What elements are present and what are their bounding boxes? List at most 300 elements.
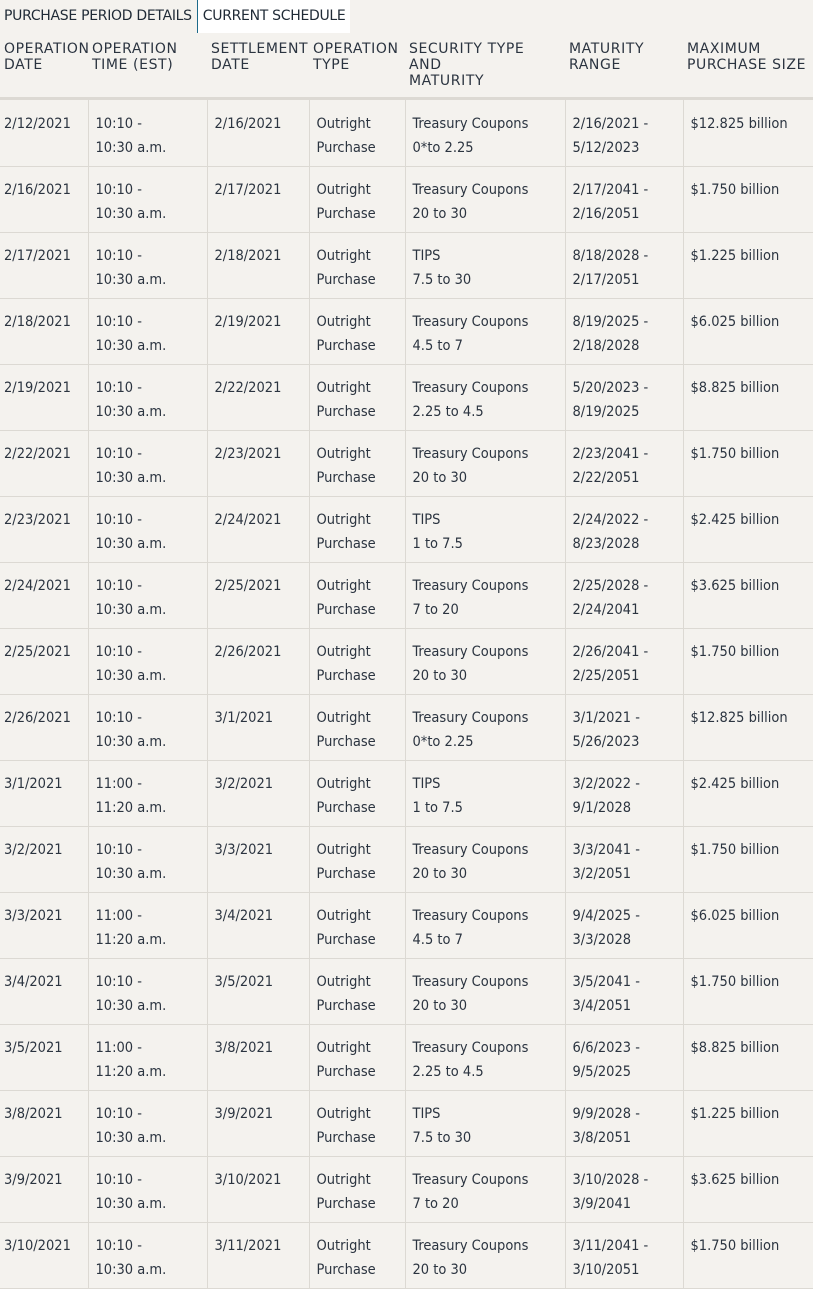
cell-text: 2/22/2051 <box>572 470 640 486</box>
cell-text: 0*to 2.25 <box>412 140 474 156</box>
cell-text: 1 to 7.5 <box>412 800 463 816</box>
table-row <box>0 827 813 893</box>
cell-operation-date <box>0 695 88 761</box>
cell-text: Outright <box>316 116 371 132</box>
cell-operation-date <box>0 1157 88 1223</box>
cell-text: $1.750 billion <box>690 182 780 198</box>
cell-text: 2/24/2022 - <box>572 512 649 528</box>
table-row <box>0 233 813 299</box>
cell-operation-time <box>88 893 207 959</box>
cell-settlement-date <box>207 167 309 233</box>
table-row <box>0 497 813 563</box>
cell-text: 10:10 - <box>95 644 142 660</box>
cell-text: 6/6/2023 - <box>572 1040 640 1056</box>
cell-max-purchase-size <box>683 563 813 629</box>
cell-text: 5/12/2023 <box>572 140 640 156</box>
table-row <box>0 365 813 431</box>
cell-text: 3/8/2021 <box>214 1040 274 1056</box>
cell-operation-time <box>88 761 207 827</box>
cell-maturity-range <box>565 1223 683 1289</box>
cell-text: 2/26/2021 <box>4 710 71 726</box>
cell-text: 10:10 - <box>95 116 142 132</box>
column-header-line: SECURITY TYPE AND <box>409 41 525 73</box>
cell-text: 3/3/2021 <box>4 908 63 924</box>
cell-operation-date <box>0 1025 88 1091</box>
cell-operation-type <box>309 959 405 1025</box>
cell-text: 10:30 a.m. <box>95 998 167 1014</box>
cell-text: 10:30 a.m. <box>95 338 167 354</box>
cell-text: Purchase <box>316 1130 376 1146</box>
table-row <box>0 1091 813 1157</box>
cell-text: Purchase <box>316 140 376 156</box>
cell-settlement-date <box>207 1025 309 1091</box>
cell-maturity-range <box>565 99 683 167</box>
cell-text: 0*to 2.25 <box>412 734 474 750</box>
cell-operation-date <box>0 233 88 299</box>
cell-text: 2/26/2021 <box>214 644 282 660</box>
column-header-maximum-purchase-size <box>683 33 813 99</box>
cell-text: 10:30 a.m. <box>95 1262 167 1278</box>
cell-maturity-range <box>565 563 683 629</box>
cell-text: 3/4/2021 <box>4 974 63 990</box>
cell-settlement-date <box>207 893 309 959</box>
cell-text: 2/18/2021 <box>4 314 71 330</box>
cell-text: 2/16/2021 <box>4 182 71 198</box>
cell-text: Outright <box>316 776 371 792</box>
cell-settlement-date <box>207 827 309 893</box>
cell-text: Outright <box>316 1106 371 1122</box>
cell-text: 10:30 a.m. <box>95 536 167 552</box>
cell-operation-date <box>0 1091 88 1157</box>
cell-text: 3/10/2051 <box>572 1262 640 1278</box>
cell-text: 2/16/2021 - <box>572 116 649 132</box>
cell-max-purchase-size <box>683 233 813 299</box>
cell-text: $1.750 billion <box>690 974 780 990</box>
cell-text: 5/20/2023 - <box>572 380 649 396</box>
cell-text: 9/5/2025 <box>572 1064 632 1080</box>
cell-text: Outright <box>316 182 371 198</box>
cell-operation-time <box>88 1091 207 1157</box>
cell-text: TIPS <box>412 512 441 528</box>
cell-text: 10:10 - <box>95 446 142 462</box>
cell-text: 3/10/2021 <box>4 1238 71 1254</box>
cell-operation-date <box>0 893 88 959</box>
cell-max-purchase-size <box>683 959 813 1025</box>
cell-operation-date <box>0 827 88 893</box>
cell-security-type <box>405 99 565 167</box>
cell-text: Purchase <box>316 1196 376 1212</box>
column-header-line: SETTLEMENT <box>211 41 309 57</box>
cell-operation-date <box>0 563 88 629</box>
cell-text: TIPS <box>412 248 441 264</box>
cell-max-purchase-size <box>683 1091 813 1157</box>
cell-text: $8.825 billion <box>690 1040 780 1056</box>
cell-text: 2/24/2021 <box>4 578 71 594</box>
cell-text: Purchase <box>316 668 376 684</box>
cell-security-type <box>405 629 565 695</box>
cell-text: 2/12/2021 <box>4 116 71 132</box>
cell-max-purchase-size <box>683 695 813 761</box>
cell-text: Treasury Coupons <box>412 842 529 858</box>
cell-text: 1 to 7.5 <box>412 536 463 552</box>
cell-text: 20 to 30 <box>412 998 468 1014</box>
cell-settlement-date <box>207 365 309 431</box>
cell-text: 9/1/2028 <box>572 800 632 816</box>
cell-operation-time <box>88 563 207 629</box>
cell-settlement-date <box>207 233 309 299</box>
cell-text: 2/25/2051 <box>572 668 640 684</box>
table-row <box>0 893 813 959</box>
cell-text: Outright <box>316 908 371 924</box>
cell-operation-time <box>88 695 207 761</box>
cell-operation-time <box>88 1223 207 1289</box>
cell-text: Outright <box>316 974 371 990</box>
cell-text: 20 to 30 <box>412 668 468 684</box>
cell-text: Treasury Coupons <box>412 1172 529 1188</box>
cell-text: Treasury Coupons <box>412 116 529 132</box>
cell-text: 8/18/2028 - <box>572 248 649 264</box>
cell-text: Outright <box>316 1040 371 1056</box>
cell-text: 2/24/2041 <box>572 602 640 618</box>
cell-text: 3/10/2021 <box>214 1172 282 1188</box>
cell-text: 2/17/2041 - <box>572 182 649 198</box>
cell-maturity-range <box>565 431 683 497</box>
cell-max-purchase-size <box>683 827 813 893</box>
tab-bar <box>0 0 350 33</box>
cell-text: Treasury Coupons <box>412 446 529 462</box>
cell-text: Treasury Coupons <box>412 182 529 198</box>
cell-text: 3/8/2021 <box>4 1106 63 1122</box>
cell-operation-date <box>0 299 88 365</box>
cell-text: 3/5/2021 <box>4 1040 63 1056</box>
cell-maturity-range <box>565 629 683 695</box>
cell-text: 10:10 - <box>95 1238 142 1254</box>
table-row <box>0 563 813 629</box>
table-row <box>0 959 813 1025</box>
cell-text: $1.750 billion <box>690 1238 780 1254</box>
cell-operation-type <box>309 1025 405 1091</box>
cell-text: 4.5 to 7 <box>412 338 463 354</box>
cell-text: $12.825 billion <box>690 710 788 726</box>
cell-text: 10:10 - <box>95 842 142 858</box>
cell-operation-date <box>0 761 88 827</box>
tab-current-schedule[interactable]: CURRENT SCHEDULE <box>197 0 351 33</box>
cell-text: 10:10 - <box>95 314 142 330</box>
cell-settlement-date <box>207 431 309 497</box>
cell-text: Purchase <box>316 1262 376 1278</box>
cell-text: 2/17/2021 <box>214 182 282 198</box>
cell-operation-time <box>88 959 207 1025</box>
cell-settlement-date <box>207 1157 309 1223</box>
cell-text: 11:20 a.m. <box>95 800 167 816</box>
cell-security-type <box>405 497 565 563</box>
cell-text: 10:10 - <box>95 248 142 264</box>
cell-text: Outright <box>316 314 371 330</box>
cell-text: 3/2/2022 - <box>572 776 640 792</box>
cell-maturity-range <box>565 893 683 959</box>
cell-maturity-range <box>565 299 683 365</box>
cell-text: 8/23/2028 <box>572 536 640 552</box>
cell-text: 10:30 a.m. <box>95 866 167 882</box>
cell-text: $6.025 billion <box>690 908 780 924</box>
table-row <box>0 629 813 695</box>
cell-security-type <box>405 1223 565 1289</box>
cell-text: TIPS <box>412 776 441 792</box>
cell-text: 11:00 - <box>95 1040 142 1056</box>
column-header-operation-date <box>0 33 88 99</box>
cell-max-purchase-size <box>683 629 813 695</box>
cell-text: Treasury Coupons <box>412 578 529 594</box>
cell-security-type <box>405 1091 565 1157</box>
cell-operation-time <box>88 827 207 893</box>
cell-operation-time <box>88 629 207 695</box>
cell-text: Purchase <box>316 800 376 816</box>
cell-operation-type <box>309 1157 405 1223</box>
column-header-line: MAXIMUM <box>687 41 761 57</box>
cell-text: 3/11/2041 - <box>572 1238 649 1254</box>
cell-settlement-date <box>207 497 309 563</box>
cell-text: 2/22/2021 <box>214 380 282 396</box>
cell-text: 2/25/2021 <box>4 644 71 660</box>
cell-text: Outright <box>316 248 371 264</box>
cell-text: Treasury Coupons <box>412 710 529 726</box>
cell-text: Treasury Coupons <box>412 314 529 330</box>
cell-text: 7.5 to 30 <box>412 272 472 288</box>
cell-operation-type <box>309 827 405 893</box>
cell-max-purchase-size <box>683 99 813 167</box>
cell-text: 2/17/2021 <box>4 248 71 264</box>
cell-text: $2.425 billion <box>690 512 780 528</box>
cell-text: 3/5/2021 <box>214 974 274 990</box>
cell-text: $1.750 billion <box>690 842 780 858</box>
column-header-line: DATE <box>4 57 43 73</box>
cell-text: Purchase <box>316 1064 376 1080</box>
column-header-settlement-date <box>207 33 309 99</box>
cell-settlement-date <box>207 563 309 629</box>
cell-text: Purchase <box>316 338 376 354</box>
column-header-line: RANGE <box>569 57 621 73</box>
cell-text: Outright <box>316 446 371 462</box>
cell-text: 2/19/2021 <box>4 380 71 396</box>
cell-text: Outright <box>316 578 371 594</box>
cell-text: 3/4/2021 <box>214 908 274 924</box>
cell-text: 20 to 30 <box>412 866 468 882</box>
cell-operation-type <box>309 167 405 233</box>
cell-security-type <box>405 827 565 893</box>
table-row <box>0 1223 813 1289</box>
table-row <box>0 431 813 497</box>
column-header-line: TYPE <box>313 57 350 73</box>
cell-text: 7 to 20 <box>412 1196 459 1212</box>
column-header-line: MATURITY <box>409 73 485 89</box>
cell-text: 4.5 to 7 <box>412 932 463 948</box>
cell-maturity-range <box>565 1157 683 1223</box>
cell-text: 2/23/2021 <box>4 512 71 528</box>
cell-text: 9/9/2028 - <box>572 1106 640 1122</box>
cell-text: 2.25 to 4.5 <box>412 404 484 420</box>
cell-operation-time <box>88 1025 207 1091</box>
cell-text: 3/2/2021 <box>4 842 63 858</box>
cell-text: Purchase <box>316 734 376 750</box>
table-header <box>0 33 813 99</box>
cell-text: 8/19/2025 <box>572 404 640 420</box>
cell-text: 10:30 a.m. <box>95 734 167 750</box>
cell-text: Treasury Coupons <box>412 974 529 990</box>
schedule-table-container <box>0 33 813 1289</box>
cell-security-type <box>405 233 565 299</box>
cell-text: 10:30 a.m. <box>95 668 167 684</box>
cell-maturity-range <box>565 761 683 827</box>
cell-text: Purchase <box>316 932 376 948</box>
cell-text: 10:10 - <box>95 974 142 990</box>
cell-operation-date <box>0 629 88 695</box>
cell-maturity-range <box>565 365 683 431</box>
cell-text: 2/18/2021 <box>214 248 282 264</box>
cell-text: Purchase <box>316 404 376 420</box>
cell-security-type <box>405 695 565 761</box>
cell-text: Treasury Coupons <box>412 380 529 396</box>
cell-text: Purchase <box>316 470 376 486</box>
column-header-line: OPERATION <box>92 41 178 57</box>
cell-text: 10:30 a.m. <box>95 140 167 156</box>
cell-text: 3/4/2051 <box>572 998 632 1014</box>
cell-text: 10:30 a.m. <box>95 1130 167 1146</box>
cell-text: Purchase <box>316 866 376 882</box>
cell-text: $3.625 billion <box>690 578 780 594</box>
cell-text: Treasury Coupons <box>412 1040 529 1056</box>
cell-text: $1.225 billion <box>690 248 780 264</box>
column-header-security-type-maturity <box>405 33 565 99</box>
cell-text: 3/1/2021 <box>214 710 274 726</box>
cell-operation-type <box>309 99 405 167</box>
cell-text: Purchase <box>316 602 376 618</box>
cell-text: 11:00 - <box>95 908 142 924</box>
cell-settlement-date <box>207 299 309 365</box>
cell-text: 10:10 - <box>95 710 142 726</box>
cell-settlement-date <box>207 99 309 167</box>
table-row <box>0 761 813 827</box>
cell-operation-type <box>309 563 405 629</box>
cell-text: 10:10 - <box>95 1106 142 1122</box>
cell-text: 3/9/2041 <box>572 1196 632 1212</box>
cell-text: 10:10 - <box>95 578 142 594</box>
cell-operation-type <box>309 497 405 563</box>
cell-text: 20 to 30 <box>412 470 468 486</box>
cell-text: Outright <box>316 512 371 528</box>
cell-text: 10:10 - <box>95 512 142 528</box>
table-row <box>0 1025 813 1091</box>
cell-text: 3/2/2021 <box>214 776 274 792</box>
cell-operation-type <box>309 893 405 959</box>
cell-text: 11:00 - <box>95 776 142 792</box>
cell-text: Treasury Coupons <box>412 1238 529 1254</box>
cell-text: $1.750 billion <box>690 644 780 660</box>
cell-operation-date <box>0 1223 88 1289</box>
cell-text: 10:30 a.m. <box>95 404 167 420</box>
cell-operation-type <box>309 695 405 761</box>
cell-text: 8/19/2025 - <box>572 314 649 330</box>
cell-text: Treasury Coupons <box>412 644 529 660</box>
cell-text: TIPS <box>412 1106 441 1122</box>
tab-purchase-period-details[interactable]: PURCHASE PERIOD DETAILS <box>0 0 197 33</box>
cell-text: $1.750 billion <box>690 446 780 462</box>
table-body <box>0 99 813 1289</box>
cell-security-type <box>405 1025 565 1091</box>
cell-operation-type <box>309 761 405 827</box>
cell-settlement-date <box>207 1223 309 1289</box>
cell-text: 2/16/2051 <box>572 206 640 222</box>
cell-operation-date <box>0 99 88 167</box>
cell-text: 2/24/2021 <box>214 512 282 528</box>
table-row <box>0 1157 813 1223</box>
cell-text: Purchase <box>316 272 376 288</box>
cell-text: 3/5/2041 - <box>572 974 640 990</box>
cell-max-purchase-size <box>683 893 813 959</box>
cell-operation-time <box>88 233 207 299</box>
cell-text: 10:30 a.m. <box>95 602 167 618</box>
cell-maturity-range <box>565 959 683 1025</box>
column-header-operation-type <box>309 33 405 99</box>
cell-text: 9/4/2025 - <box>572 908 640 924</box>
cell-text: 2/26/2041 - <box>572 644 649 660</box>
cell-text: 2/22/2021 <box>4 446 71 462</box>
cell-text: 10:10 - <box>95 1172 142 1188</box>
cell-max-purchase-size <box>683 1157 813 1223</box>
cell-text: Outright <box>316 1238 371 1254</box>
cell-operation-time <box>88 365 207 431</box>
cell-maturity-range <box>565 1025 683 1091</box>
cell-security-type <box>405 761 565 827</box>
cell-settlement-date <box>207 629 309 695</box>
cell-text: 3/1/2021 - <box>572 710 640 726</box>
cell-operation-time <box>88 497 207 563</box>
cell-text: 2/18/2028 <box>572 338 640 354</box>
cell-text: 7.5 to 30 <box>412 1130 472 1146</box>
cell-operation-type <box>309 1223 405 1289</box>
cell-operation-time <box>88 431 207 497</box>
cell-security-type <box>405 167 565 233</box>
cell-operation-type <box>309 233 405 299</box>
cell-operation-type <box>309 431 405 497</box>
cell-operation-date <box>0 167 88 233</box>
cell-operation-date <box>0 365 88 431</box>
cell-operation-time <box>88 99 207 167</box>
column-header-maturity-range <box>565 33 683 99</box>
cell-settlement-date <box>207 959 309 1025</box>
cell-maturity-range <box>565 827 683 893</box>
cell-text: 2/25/2028 - <box>572 578 649 594</box>
cell-text: Outright <box>316 644 371 660</box>
cell-max-purchase-size <box>683 365 813 431</box>
cell-text: Outright <box>316 380 371 396</box>
cell-settlement-date <box>207 695 309 761</box>
column-header-operation-time <box>88 33 207 99</box>
cell-operation-date <box>0 959 88 1025</box>
cell-max-purchase-size <box>683 497 813 563</box>
cell-operation-time <box>88 167 207 233</box>
cell-max-purchase-size <box>683 1025 813 1091</box>
cell-max-purchase-size <box>683 431 813 497</box>
cell-operation-date <box>0 431 88 497</box>
cell-text: 10:30 a.m. <box>95 470 167 486</box>
column-header-line: OPERATION <box>4 41 90 57</box>
schedule-table <box>0 33 813 1289</box>
cell-text: $1.225 billion <box>690 1106 780 1122</box>
cell-security-type <box>405 1157 565 1223</box>
table-row <box>0 299 813 365</box>
table-row <box>0 167 813 233</box>
column-header-line: PURCHASE SIZE <box>687 57 807 73</box>
